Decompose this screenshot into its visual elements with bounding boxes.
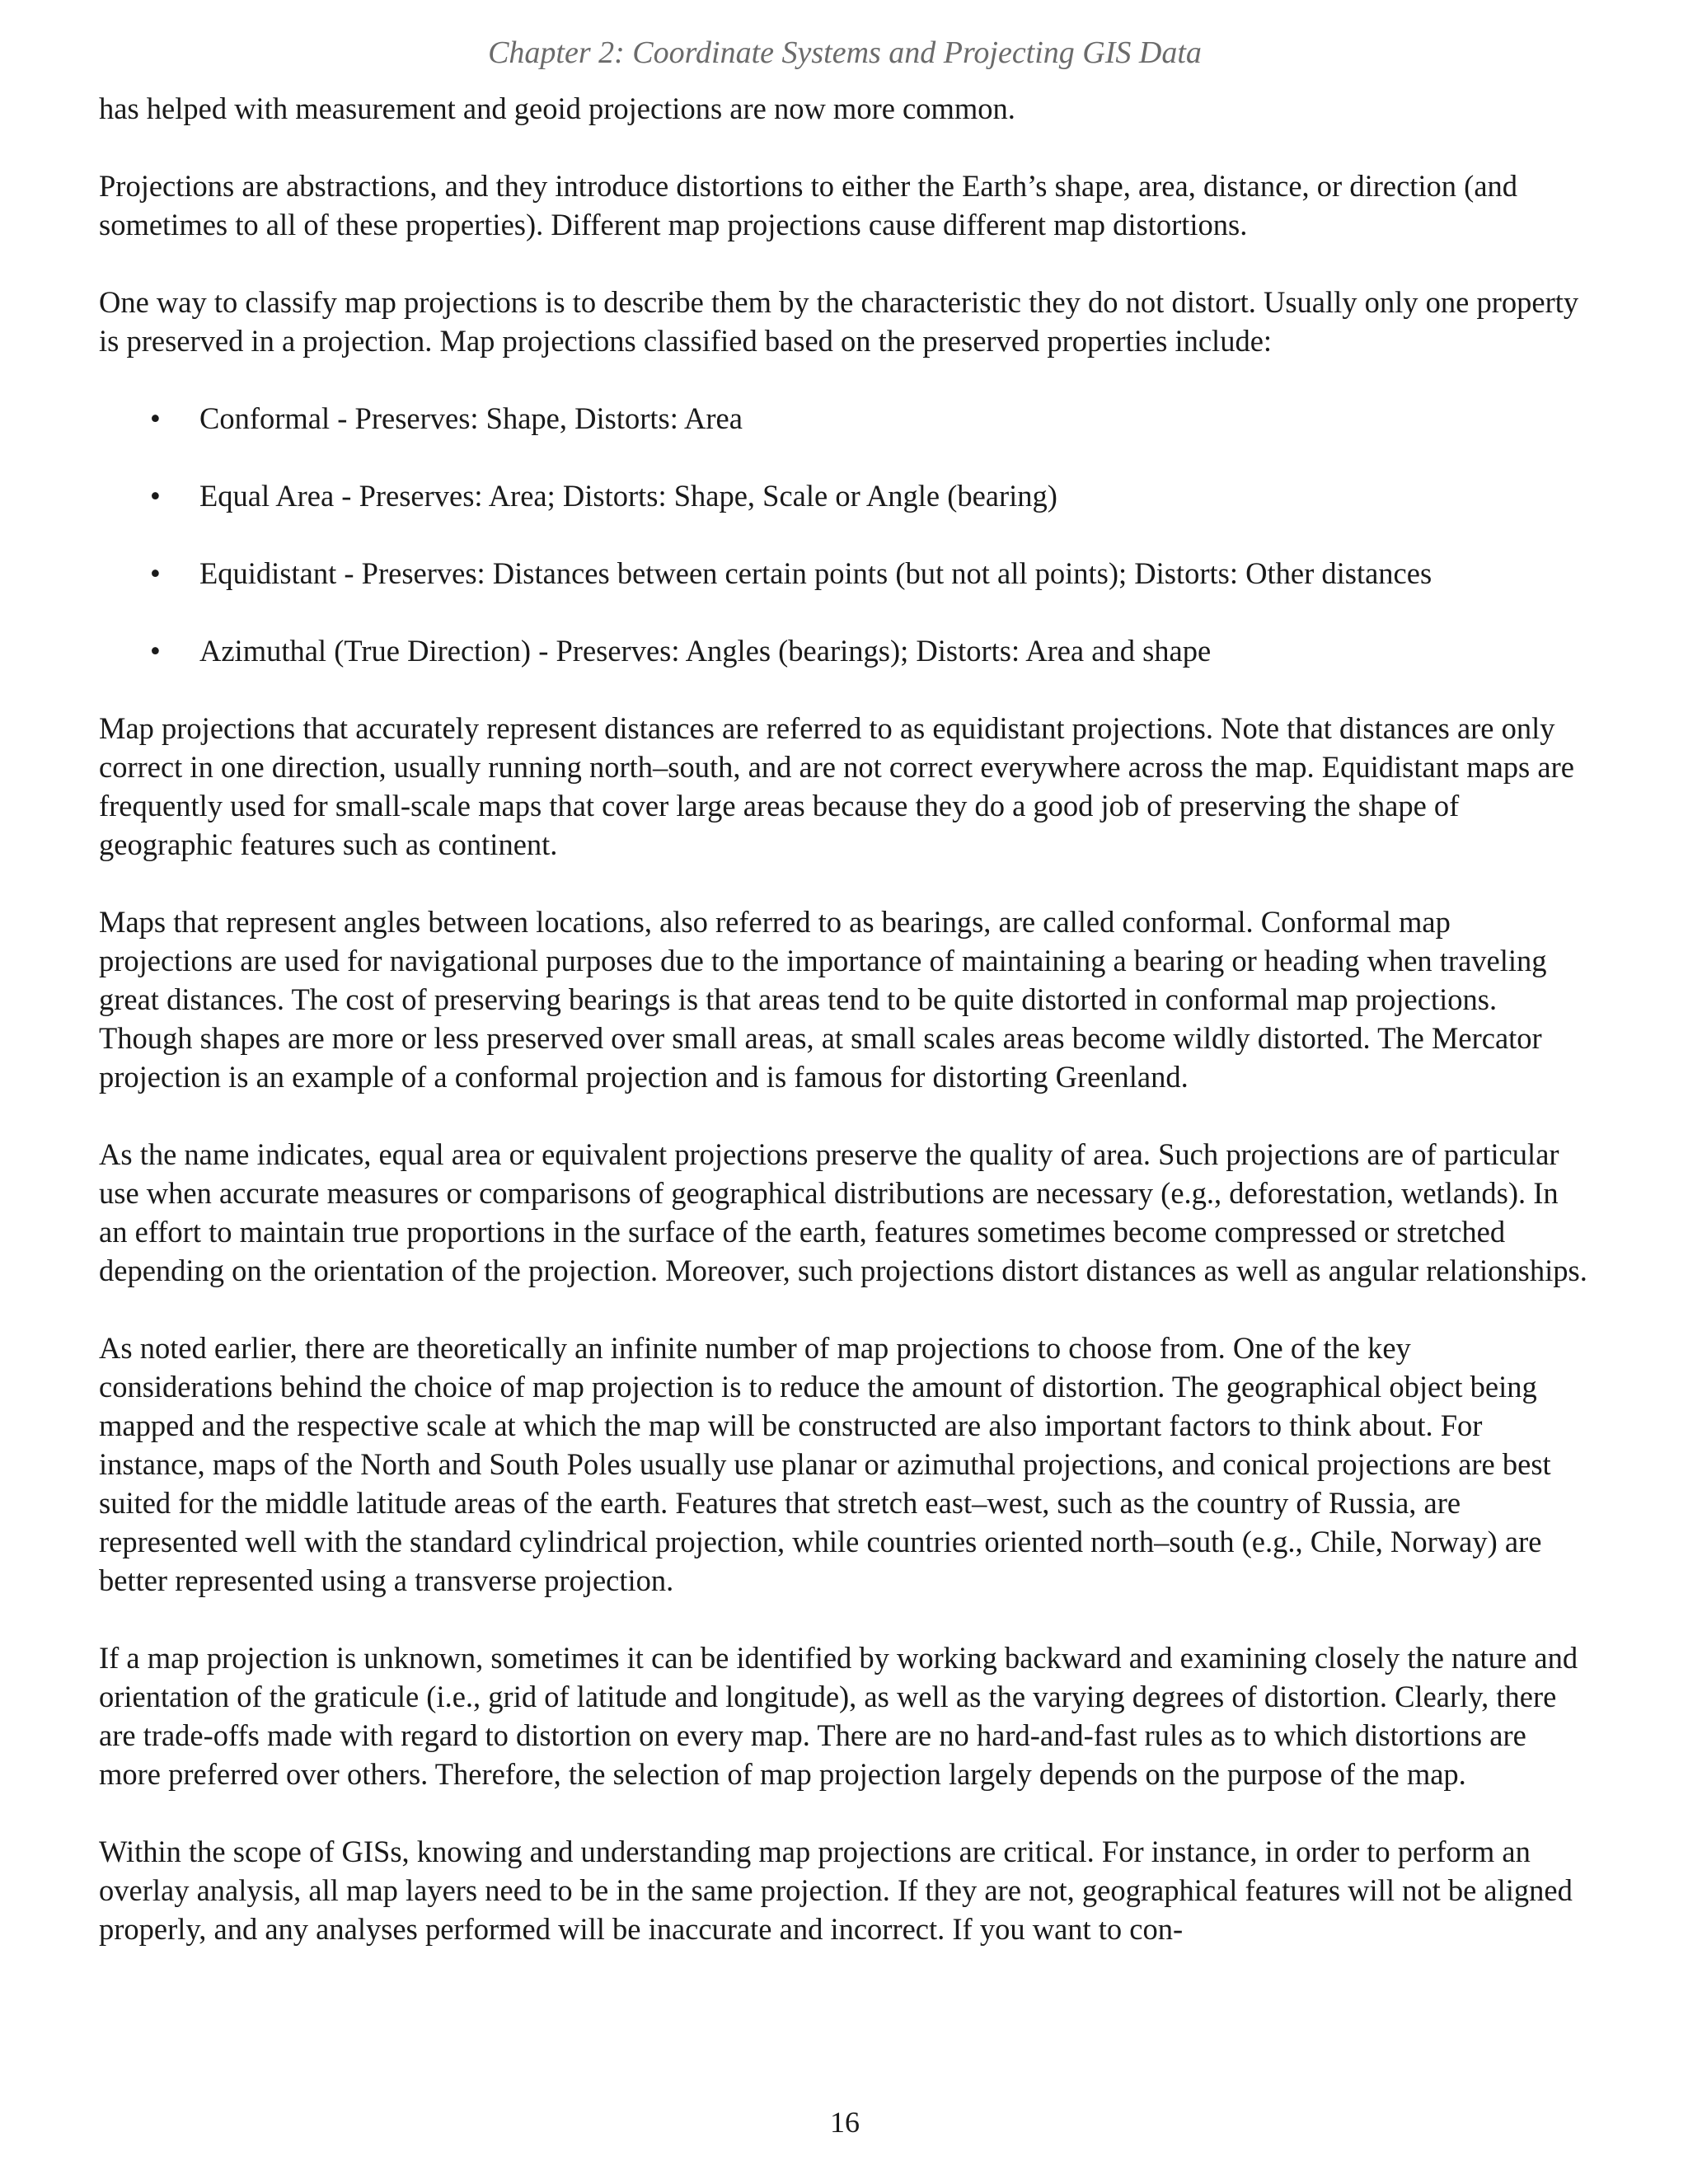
paragraph-equidistant: Map projections that accurately represent distances are referred to as equidistant projections. Note that distances are only correct in one direction, usually running north–south, and are not correct everywhere across the map. Equidistant maps are frequently used for small-scale maps that cover large areas because they do a good job of preserving the shape of geographic features such as continent. (99, 711, 1574, 861)
bullet-marker: • (150, 401, 161, 435)
page-number: 16 (830, 2106, 860, 2139)
list-item (99, 631, 1591, 670)
list-item (99, 476, 1591, 515)
paragraph-unknown-projection: If a map projection is unknown, sometimes it can be identified by working backward and examining closely the nature and orientation of the graticule (i.e., grid of latitude and longitude), as well as the varying degrees of distortion. Clearly, there are trade-offs made with regard to distortion on every map. There are no hard-and-fast rules as to which distortions are more preferred over others. Therefore, the selection of map projection largely depends on the purpose of the map. (99, 1641, 1578, 1791)
paragraph-continuation: has helped with measurement and geoid projections are now more common. (99, 91, 1015, 125)
running-header: Chapter 2: Coordinate Systems and Projecting GIS Data (488, 35, 1202, 70)
paragraph-equal-area: As the name indicates, equal area or equivalent projections preserve the quality of area. Such projections are of particular use when accurate measures or comparisons of geographical distributions are necessary (e.g., deforestation, wetlands). In an effort to maintain true proportions in the surface of the earth, features sometimes become compressed or stretched depending on the orientation of the projection. Moreover, such projections distort distances as well as angular relationships. (99, 1137, 1587, 1287)
bullet-marker: • (150, 634, 161, 668)
bullet-marker: • (150, 479, 161, 513)
paragraph-conformal: Maps that represent angles between locations, also referred to as bearings, are called conformal. Conformal map projections are used for navigational purposes due to the importance of maintaining a bearing or heading when traveling great distances. The cost of preserving bearings is that areas tend to be quite distorted in conformal map projections. Though shapes are more or less preserved over small areas, at small scales areas become wildly distorted. The Mercator projection is an example of a conformal projection and is famous for distorting Greenland. (99, 905, 1547, 1094)
body-text (99, 89, 1591, 1987)
bullet-marker: • (150, 556, 161, 590)
list-item (99, 554, 1591, 593)
list-item-text: Equidistant - Preserves: Distances between certain points (but not all points); Distorts: Other distances (199, 556, 1432, 590)
list-item-text: Azimuthal (True Direction) - Preserves: Angles (bearings); Distorts: Area and shape (199, 634, 1212, 668)
list-item-text: Equal Area - Preserves: Area; Distorts: Shape, Scale or Angle (bearing) (199, 479, 1057, 513)
paragraph-classification-intro: One way to classify map projections is to describe them by the characteristic they do not distort. Usually only one property is preserved in a projection. Map projections classified based on the preserved properties include: (99, 285, 1579, 358)
paragraph-gis-scope: Within the scope of GISs, knowing and understanding map projections are critical. For instance, in order to perform an overlay analysis, all map layers need to be in the same projection. If they are not, geographical features will not be aligned properly, and any analyses performed will be inaccurate and incorrect. If you want to con- (99, 1835, 1573, 1946)
document-page (99, 0, 1591, 2184)
paragraph-choosing-projection: As noted earlier, there are theoretically an infinite number of map projections to choose from. One of the key considerations behind the choice of map projection is to reduce the amount of distortion. The geographical object being mapped and the respective scale at which the map will be constructed are also important factors to think about. For instance, maps of the North and South Poles usually use planar or azimuthal projections, and conical projections are best suited for the middle latitude areas of the earth. Features that stretch east–west, such as the country of Russia, are represented well with the standard cylindrical projection, while countries oriented north–south (e.g., Chile, Norway) are better represented using a transverse projection. (99, 1331, 1551, 1597)
paragraph-projections-abstractions: Projections are abstractions, and they introduce distortions to either the Earth’s shape, area, distance, or direction (and sometimes to all of these properties). Different map projections cause different map distortions. (99, 169, 1518, 241)
list-item (99, 399, 1591, 438)
projection-properties-list (99, 399, 1591, 670)
list-item-text: Conformal - Preserves: Shape, Distorts: Area (199, 401, 743, 435)
